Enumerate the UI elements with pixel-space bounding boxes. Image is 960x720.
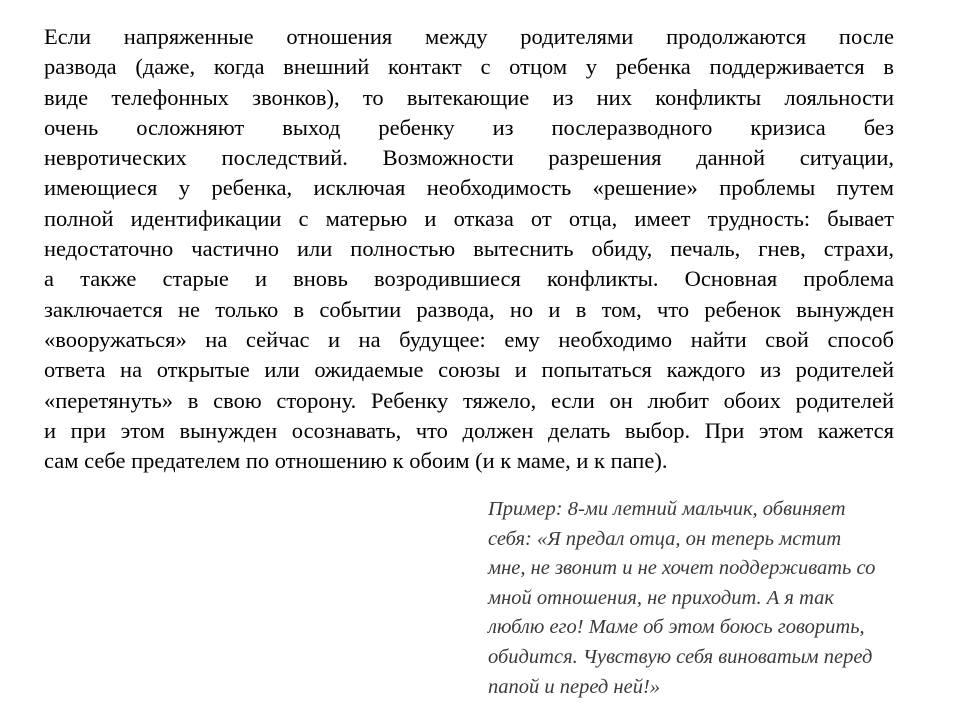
paragraph-line: имеющиеся у ребенка, исключая необходимость «решение» проблемы путем xyxy=(44,175,894,201)
paragraph-line: «перетянуть» в свою сторону. Ребенку тяжело, если он любит обоих родителей xyxy=(44,387,894,413)
paragraph-line: виде телефонных звонков), то вытекающие из них конфликты лояльности xyxy=(44,84,894,110)
example-line: папой и перед ней!» xyxy=(488,675,661,698)
example-line: мне, не звонит и не хочет поддерживать со xyxy=(488,557,876,580)
paragraph-line: Если напряженные отношения между родителями продолжаются после xyxy=(44,24,894,49)
example-quote xyxy=(488,495,958,702)
paragraph-line: очень осложняют выход ребенку из послеразводного кризиса без xyxy=(44,114,894,140)
paragraph-line: «вооружаться» на сейчас и на будущее: ему необходимо найти свой способ xyxy=(44,326,894,352)
paragraph-line: ответа на открытые или ожидаемые союзы и попытаться каждого из родителей xyxy=(44,357,894,383)
main-paragraph xyxy=(44,22,894,476)
paragraph-line: недостаточно частично или полностью вытеснить обиду, печаль, гнев, страхи, xyxy=(44,236,894,262)
paragraph-line: полной идентификации с матерью и отказа от отца, имеет трудность: бывает xyxy=(44,205,894,231)
paragraph-line: невротических последствий. Возможности разрешения данной ситуации, xyxy=(44,145,894,171)
paragraph-line-last: сам себе предателем по отношению к обоим (и к маме, и к папе). xyxy=(44,448,668,474)
example-line: Пример: 8-ми летний мальчик, обвиняет xyxy=(488,498,846,520)
paragraph-line: и при этом вынужден осознавать, что должен делать выбор. При этом кажется xyxy=(44,417,894,443)
example-line: люблю его! Маме об этом боюсь говорить, xyxy=(488,616,865,639)
paragraph-line: а также старые и вновь возродившиеся конфликты. Основная проблема xyxy=(44,266,894,292)
paragraph-line: развода (даже, когда внешний контакт с отцом у ребенка поддерживается в xyxy=(44,54,894,80)
example-line: мной отношения, не приходит. А я так xyxy=(488,586,834,609)
example-line: обидится. Чувствую себя виноватым перед xyxy=(488,645,873,668)
example-line: себя: «Я предал отца, он теперь мстит xyxy=(488,527,842,550)
paragraph-line: заключается не только в событии развода, но и в том, что ребенок вынужден xyxy=(44,296,894,322)
